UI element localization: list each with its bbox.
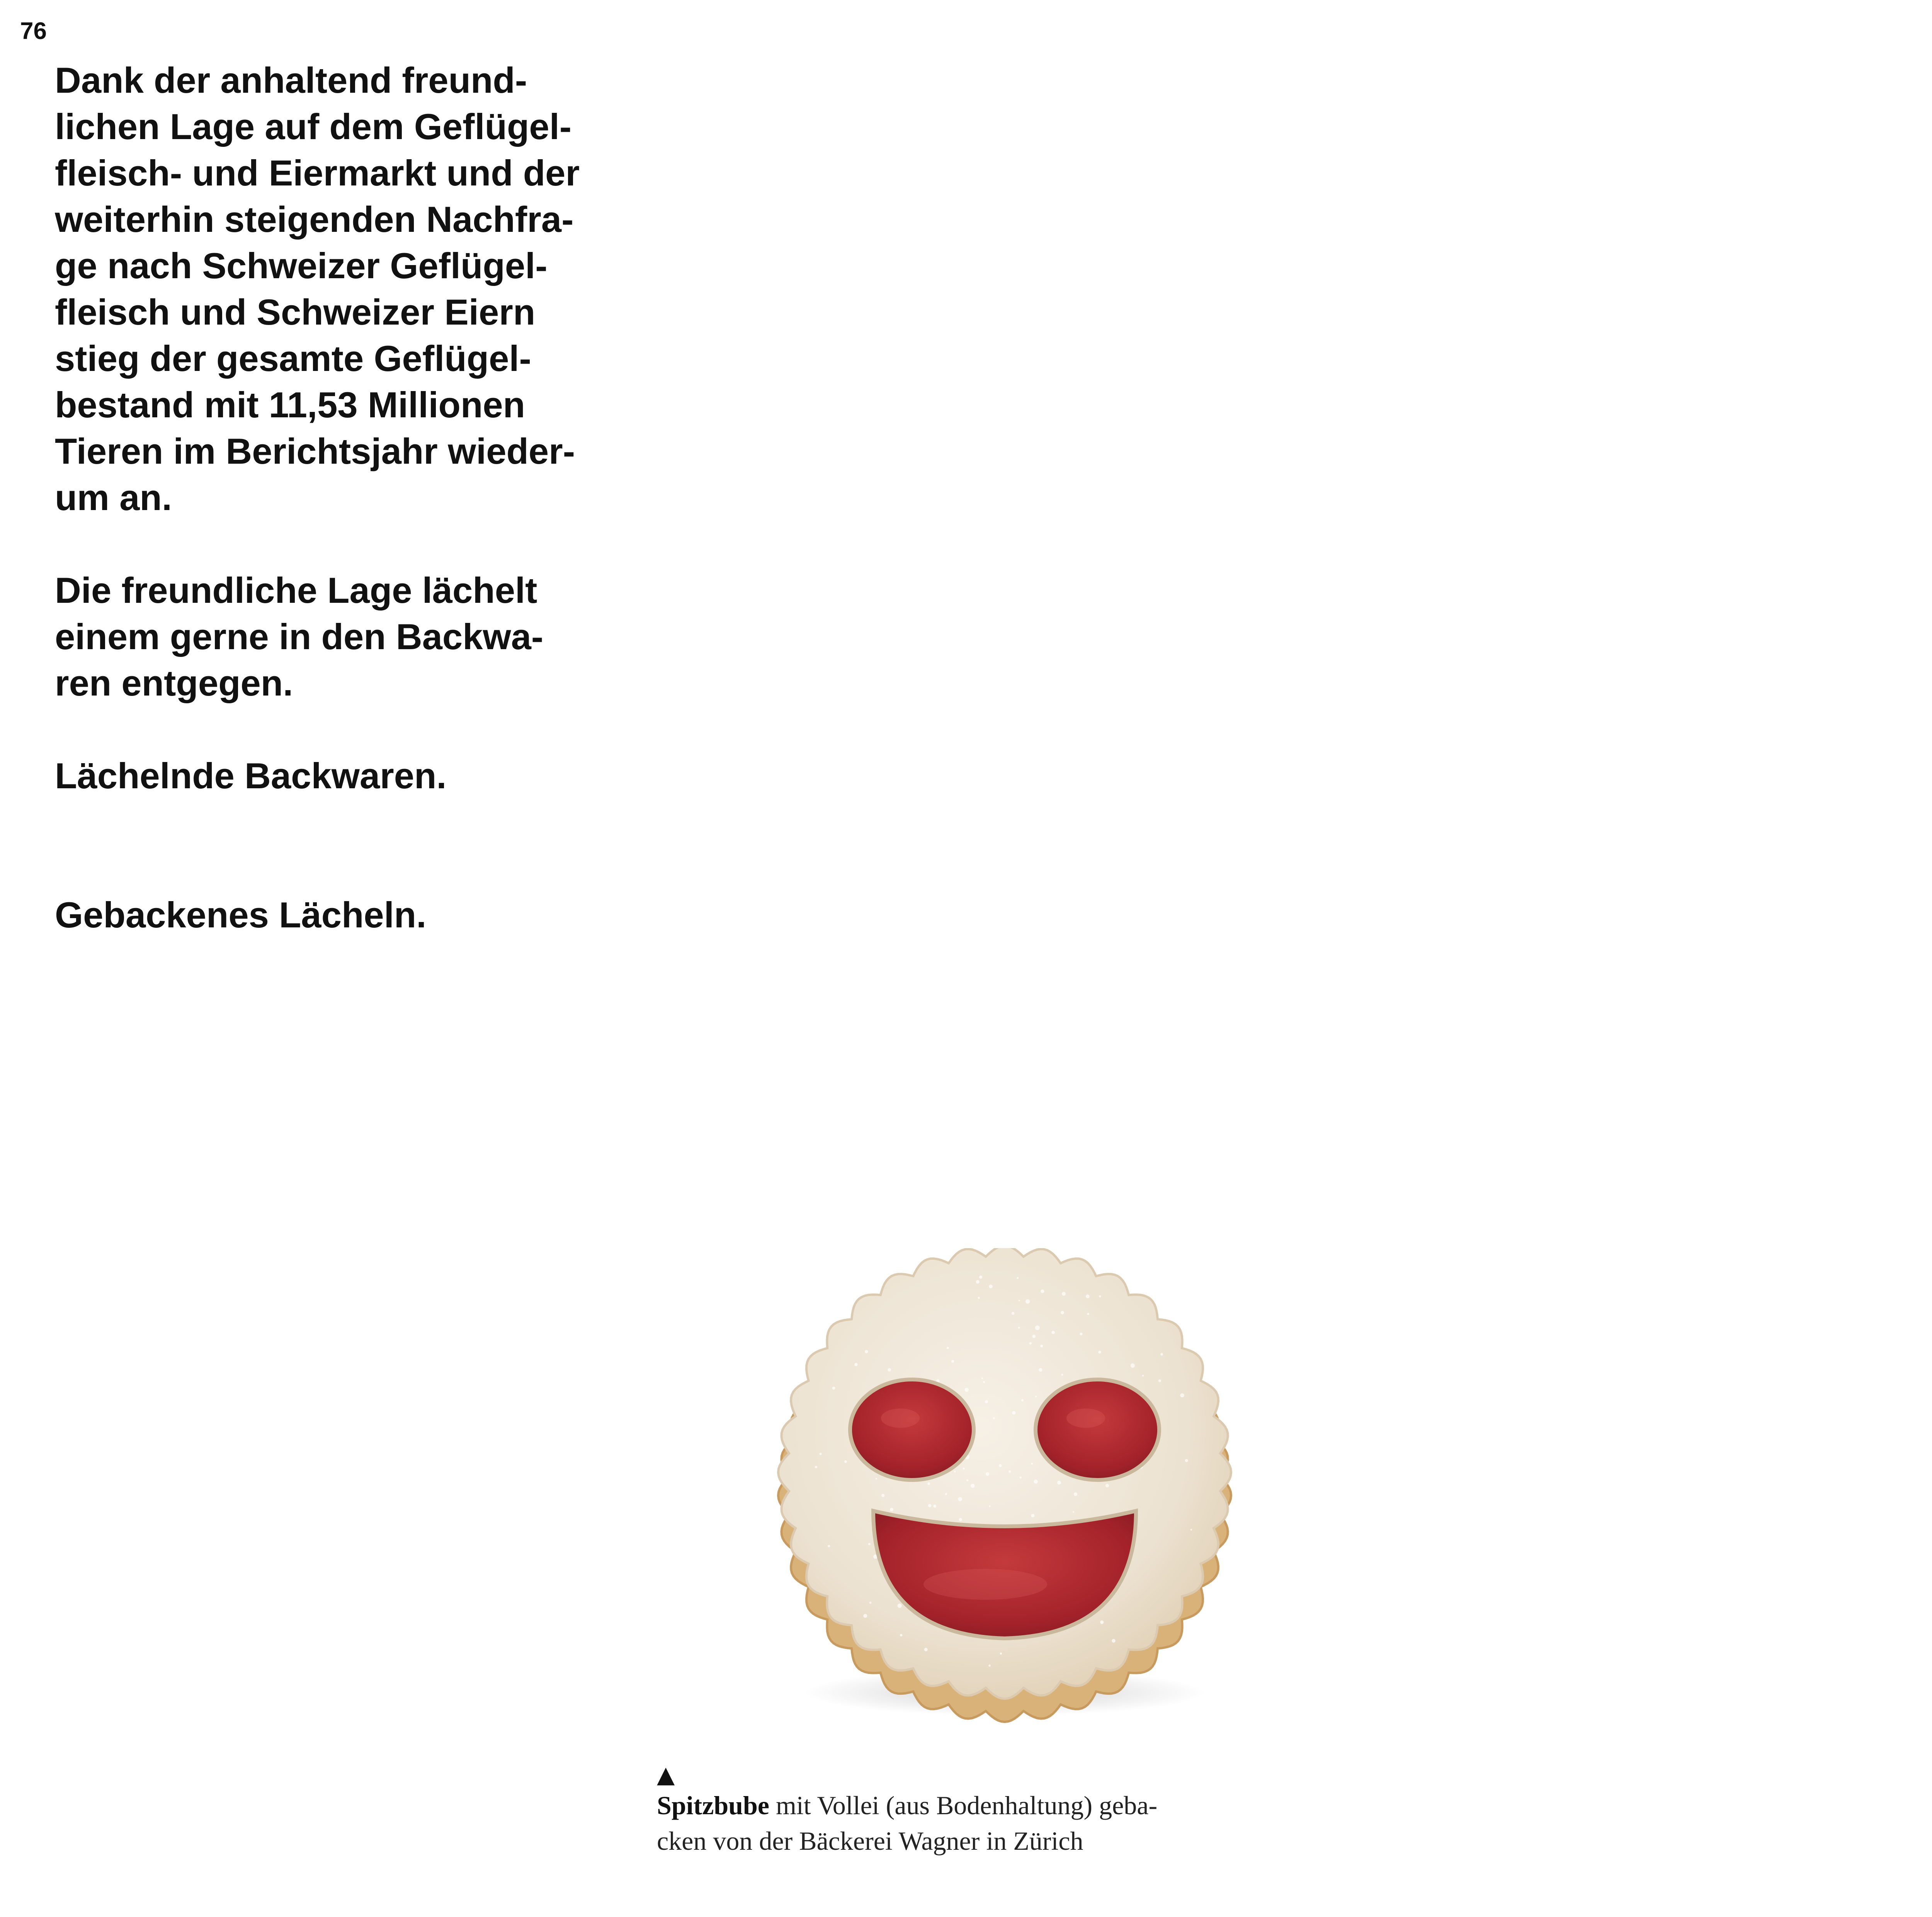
sugar-speckle	[989, 1505, 990, 1507]
left-paragraph-2	[55, 567, 658, 706]
sugar-speckle	[958, 1497, 962, 1501]
sugar-speckle	[985, 1400, 988, 1403]
sugar-speckle	[983, 1381, 985, 1383]
text-line: ren entgegen.	[55, 663, 293, 703]
sugar-speckle	[1009, 1470, 1011, 1473]
sugar-speckle	[1057, 1481, 1061, 1485]
sugar-speckle	[999, 1464, 1002, 1467]
sugar-speckle	[1029, 1342, 1032, 1344]
sugar-speckle	[1061, 1311, 1064, 1315]
left-paragraph-1	[55, 57, 658, 521]
sugar-speckle	[1061, 1374, 1063, 1376]
sugar-speckle	[965, 1388, 969, 1392]
sugar-speckle	[1021, 1399, 1024, 1402]
sugar-speckle	[1035, 1325, 1040, 1330]
sugar-speckle	[865, 1350, 868, 1354]
jam-highlight	[923, 1569, 1047, 1600]
sugar-speckle	[1040, 1345, 1043, 1347]
caption-marker-icon: ▲	[657, 1761, 675, 1788]
caption-title: Spitzbube	[657, 1791, 769, 1820]
sugar-speckle	[933, 1505, 936, 1508]
sugar-speckle	[1180, 1393, 1184, 1397]
text-line: Dank der anhaltend freund-	[55, 60, 527, 100]
sugar-speckle	[890, 1508, 893, 1511]
sugar-speckle	[927, 1482, 930, 1485]
sugar-speckle	[1039, 1368, 1042, 1372]
sugar-speckle	[988, 1665, 991, 1667]
image-caption	[657, 1762, 1236, 1859]
text-line: stieg der gesamte Geflügel-	[55, 338, 531, 379]
sugar-speckle	[868, 1543, 871, 1545]
sugar-speckle	[1026, 1300, 1030, 1304]
sugar-speckle	[1035, 1396, 1037, 1397]
sugar-speckle	[832, 1386, 835, 1390]
sugar-speckle	[815, 1466, 817, 1468]
sugar-speckle	[1158, 1379, 1161, 1382]
sugar-speckle	[1087, 1313, 1089, 1315]
sugar-speckle	[971, 1484, 975, 1488]
text-line: lichen Lage auf dem Geflügel-	[55, 106, 572, 147]
sugar-speckle	[966, 1479, 968, 1481]
cookie-right-eye	[1036, 1379, 1159, 1480]
sugar-speckle	[828, 1545, 830, 1547]
left-paragraph-4: Gebackenes Lächeln.	[55, 895, 427, 935]
sugar-speckle	[981, 1378, 983, 1379]
sugar-speckle	[1142, 1375, 1144, 1377]
page-number-left: 76	[20, 18, 47, 44]
sugar-speckle	[1100, 1621, 1104, 1624]
sugar-speckle	[1185, 1459, 1188, 1462]
sugar-speckle	[1131, 1363, 1135, 1368]
sugar-speckle	[869, 1602, 872, 1604]
sugar-speckle	[986, 1472, 989, 1476]
text-line: einem gerne in den Backwa-	[55, 616, 544, 657]
sugar-speckle	[1074, 1492, 1077, 1496]
sugar-speckle	[928, 1504, 931, 1507]
sugar-speckle	[963, 1468, 965, 1470]
sugar-speckle	[976, 1280, 980, 1284]
text-line: Die freundliche Lage lächelt	[55, 570, 537, 611]
sugar-speckle	[1019, 1300, 1020, 1301]
sugar-speckle	[1105, 1484, 1109, 1487]
text-line: um an.	[55, 477, 172, 518]
sugar-speckle	[898, 1604, 902, 1608]
cookie-svg	[753, 1248, 1256, 1723]
sugar-speckle	[959, 1518, 962, 1521]
sugar-speckle	[1034, 1480, 1038, 1484]
caption-line-2: cken von der Bäckerei Wagner in Zürich	[657, 1826, 1083, 1856]
jam-highlight	[1066, 1408, 1105, 1428]
sugar-speckle	[1017, 1277, 1019, 1279]
sugar-speckle	[1190, 1529, 1192, 1531]
sugar-speckle	[1031, 1514, 1034, 1517]
text-line: fleisch und Schweizer Eiern	[55, 292, 536, 332]
sugar-speckle	[1012, 1411, 1015, 1415]
cookie-left-eye	[850, 1379, 974, 1480]
text-line: fleisch- und Eiermarkt und der	[55, 153, 580, 193]
caption-line-1: mit Vollei (aus Bodenhaltung) geba-	[769, 1791, 1158, 1820]
sugar-speckle	[1098, 1351, 1101, 1354]
sugar-speckle	[844, 1460, 847, 1463]
sugar-speckle	[993, 1417, 995, 1419]
text-line: bestand mit 11,53 Millionen	[55, 384, 526, 425]
sugar-speckle	[1099, 1295, 1101, 1298]
sugar-speckle	[881, 1494, 884, 1497]
sugar-speckle	[989, 1284, 993, 1288]
jam-highlight	[881, 1408, 920, 1428]
sugar-speckle	[954, 1471, 956, 1473]
left-text-column	[55, 57, 658, 938]
sugar-speckle	[1012, 1312, 1015, 1315]
sugar-speckle	[1041, 1289, 1044, 1293]
sugar-speckle	[1032, 1335, 1036, 1338]
sugar-speckle	[1031, 1463, 1033, 1465]
text-line: Tieren im Berichtsjahr wieder-	[55, 431, 575, 471]
sugar-speckle	[945, 1493, 947, 1495]
sugar-speckle	[951, 1360, 954, 1362]
sugar-speckle	[888, 1368, 891, 1372]
sugar-speckle	[854, 1363, 857, 1366]
sugar-speckle	[947, 1347, 949, 1349]
sugar-speckle	[863, 1614, 867, 1618]
sugar-speckle	[1000, 1652, 1002, 1655]
sugar-speckle	[1020, 1476, 1022, 1479]
sugar-speckle	[1080, 1333, 1082, 1335]
sugar-speckle	[900, 1634, 903, 1636]
smiley-cookie-image	[753, 1248, 1256, 1723]
sugar-speckle	[1018, 1327, 1020, 1329]
sugar-speckle	[1160, 1353, 1163, 1356]
text-line: ge nach Schweizer Geflügel-	[55, 245, 548, 286]
sugar-speckle	[876, 1478, 877, 1480]
text-line: weiterhin steigenden Nachfra-	[55, 199, 574, 240]
left-paragraph-3: Lächelnde Backwaren.	[55, 755, 447, 796]
sugar-speckle	[1112, 1639, 1116, 1643]
sugar-speckle	[819, 1453, 821, 1455]
sugar-speckle	[1086, 1294, 1090, 1298]
sugar-speckle	[979, 1276, 982, 1279]
sugar-speckle	[1062, 1292, 1066, 1296]
sugar-speckle	[1051, 1331, 1054, 1334]
sugar-speckle	[924, 1648, 928, 1651]
sugar-speckle	[978, 1297, 980, 1299]
sugar-speckle	[1073, 1511, 1074, 1513]
